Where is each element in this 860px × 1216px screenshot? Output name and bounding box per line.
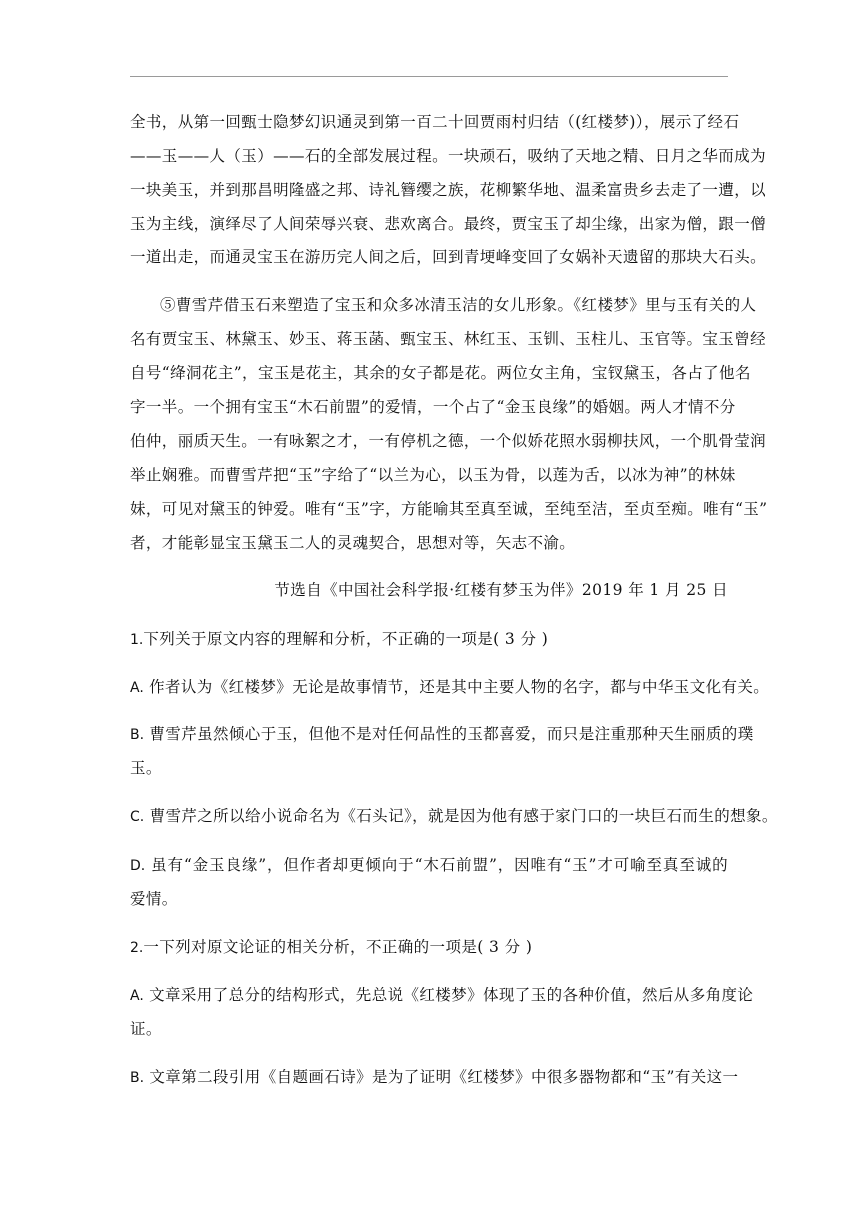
passage-line: 一块美玉，并到那昌明隆盛之邦、诗礼簪缨之族，花柳繁华地、温柔富贵乡去走了一遭，以: [130, 181, 767, 199]
passage-line: 举止娴雅。而曹雪芹把“玉”字给了“以兰为心，以玉为骨，以莲为舌，以冰为神”的林妹: [130, 466, 736, 484]
option-text: 作者认为《红楼梦》无论是故事情节，还是其中主要人物的名字，都与中华玉文化有关。: [149, 678, 770, 696]
question-1-option-c: [130, 806, 778, 827]
source-citation: 节选自《中国社会科学报·红楼有梦玉为伴》2019 年 1 月 25 日: [274, 581, 728, 599]
passage-line: 伯仲，丽质天生。一有咏絮之才，一有停机之德，一个似娇花照水弱柳扶风，一个肌骨莹润: [130, 432, 767, 450]
option-text: 文章采用了总分的结构形式，先总说《红楼梦》体现了玉的各种价值，然后从多角度论: [149, 986, 754, 1004]
question-1-option-d: [130, 855, 728, 876]
passage-line: 自号“绛洞花主”，宝玉是花主，其余的女子都是花。两位女主角，宝钗黛玉，各占了他名: [130, 364, 751, 382]
question-2-stem: [130, 937, 728, 958]
option-label: A.: [130, 988, 144, 1004]
option-text: 曹雪芹之所以给小说命名为《石头记》，就是因为他有感于家门口的一块巨石而生的想象。: [149, 807, 778, 825]
question-2-option-b: [130, 1067, 739, 1088]
option-text-continued: 证。: [130, 1020, 162, 1038]
passage-line: 字一半。一个拥有宝玉“木石前盟”的爱情，一个占了“金玉良缘”的婚姻。两人才情不分: [130, 398, 736, 416]
option-text-continued: 爱情。: [130, 890, 178, 908]
question-text: 一下列对原文论证的相关分析，不正确的一项是( 3 分 ): [143, 938, 533, 956]
question-2-option-a: [130, 985, 754, 1006]
option-text: 文章第二段引用《自题画石诗》是为了证明《红楼梦》中很多器物都和“玉”有关这一: [149, 1068, 739, 1086]
passage-line: 全书，从第一回甄士隐梦幻识通灵到第一百二十回贾雨村归结（(红楼梦)），展示了经石: [130, 113, 740, 131]
option-text-continued: 玉。: [130, 759, 162, 777]
option-text: 曹雪芹虽然倾心于玉，但他不是对任何品性的玉都喜爱，而只是注重那种天生丽质的璞: [149, 725, 754, 743]
passage-line: 名有贾宝玉、林黛玉、妙玉、蒋玉菡、甄宝玉、林红玉、玉钏、玉柱儿、玉官等。宝玉曾经: [130, 330, 767, 348]
option-label: A.: [130, 680, 144, 696]
passage-line: 者，才能彰显宝玉黛玉二人的灵魂契合，思想对等，矢志不渝。: [130, 534, 576, 552]
question-number: 2.: [130, 940, 144, 956]
question-1-option-a: [130, 677, 770, 698]
question-text: 下列关于原文内容的理解和分析，不正确的一项是( 3 分 ): [143, 630, 549, 648]
option-label: B.: [130, 727, 145, 743]
passage-line: 妹，可见对黛玉的钟爱。唯有“玉”字，方能喻其至真至诚，至纯至洁，至贞至痴。唯有“玉”: [130, 500, 768, 518]
header-rule: [130, 76, 728, 77]
option-label: C.: [130, 809, 145, 825]
passage-line: ——玉——人（玉）——石的全部发展过程。一块顽石，吸纳了天地之精、日月之华而成为: [130, 147, 767, 165]
passage-line: ⑤曹雪芹借玉石来塑造了宝玉和众多冰清玉洁的女儿形象。《红楼梦》里与玉有关的人: [160, 296, 757, 314]
option-label: B.: [130, 1070, 145, 1086]
passage-line: 玉为主线，演绎尽了人间荣辱兴衰、悲欢离合。最终，贾宝玉了却尘缘，出家为僧，跟一僧: [130, 215, 767, 233]
question-1-stem: [130, 629, 728, 650]
question-1-option-b: [130, 724, 754, 745]
passage-line: 一道出走，而通灵宝玉在游历完人间之后，回到青埂峰变回了女娲补天遗留的那块大石头。: [130, 248, 767, 266]
option-label: D.: [130, 858, 146, 874]
option-text: 虽有“金玉良缘”，但作者却更倾向于“木石前盟”，因唯有“玉”才可喻至真至诚的: [151, 856, 729, 874]
question-number: 1.: [130, 632, 144, 648]
